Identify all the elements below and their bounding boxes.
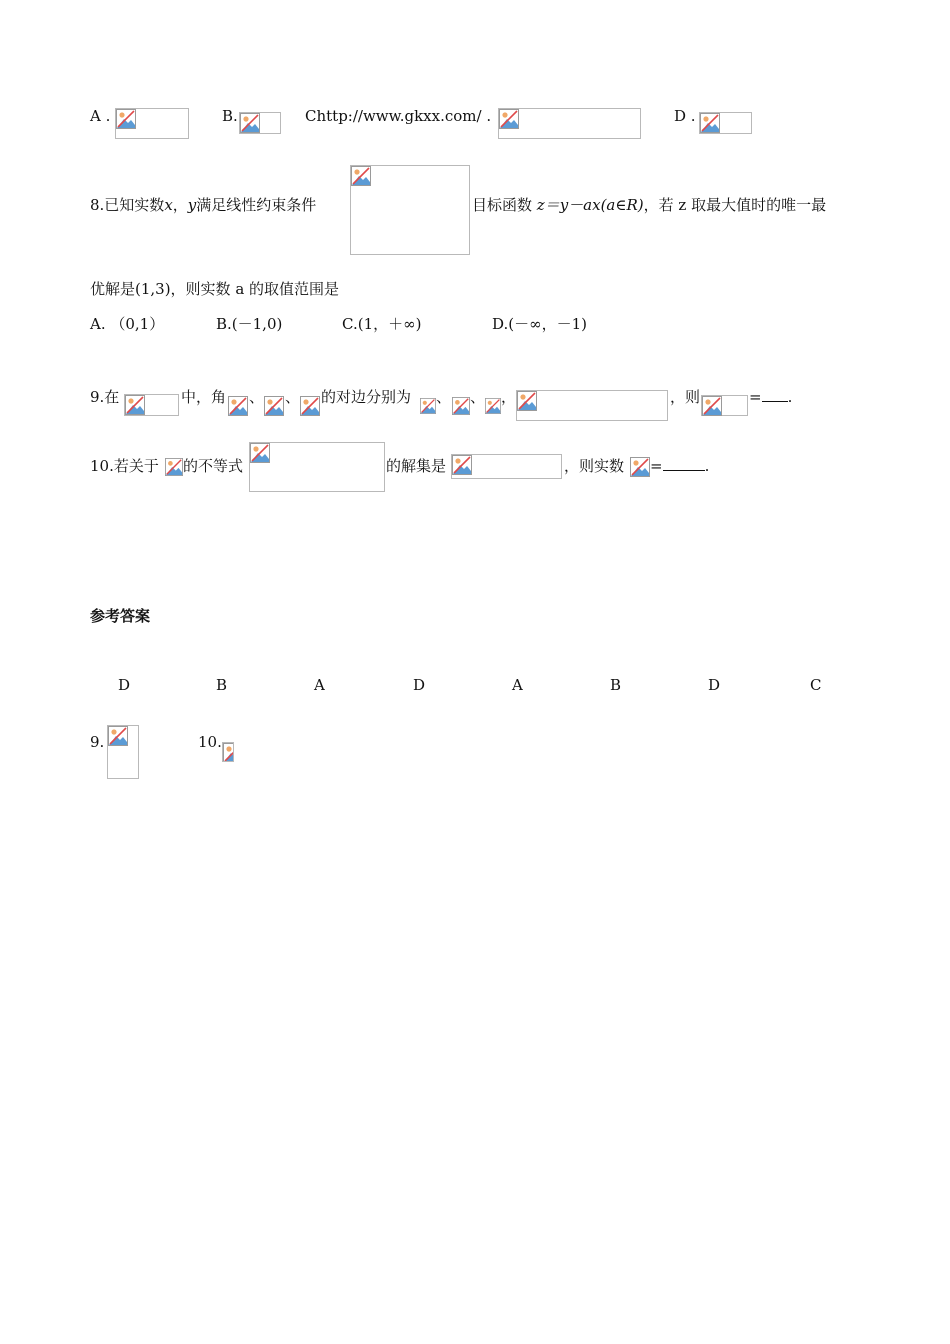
q9-condition-image	[516, 390, 668, 421]
q9-text3: ，则	[670, 388, 701, 406]
option-c-label: Chttp://www.gkxx.com/ .	[305, 107, 492, 125]
answer-10-label: 10.	[198, 733, 222, 751]
q9-angle-a-icon	[228, 396, 248, 416]
answer-letter: A	[314, 676, 325, 694]
q9-triangle-image	[124, 394, 179, 416]
q9-prefix: 9.在	[90, 388, 120, 406]
q9-side-b-icon	[452, 397, 470, 415]
answer-letter: D	[413, 676, 426, 694]
broken-image-icon	[499, 109, 519, 129]
answer-letter: C	[810, 676, 822, 694]
option-b-label: B.	[222, 107, 238, 125]
q8-option-c: C.(1，＋∞)	[342, 315, 422, 333]
option-a-image	[115, 108, 189, 139]
answer-9-image	[107, 725, 139, 779]
q9-answer-image	[701, 395, 748, 416]
broken-image-icon	[223, 743, 234, 762]
answers-heading: 参考答案	[90, 607, 151, 625]
broken-image-icon	[702, 396, 722, 416]
q9-blank: = .	[749, 388, 793, 406]
broken-image-icon	[250, 443, 270, 463]
q10-text2: 的解集是	[386, 457, 447, 475]
answer-letter: B	[216, 676, 228, 694]
q9-side-c-icon	[485, 398, 501, 414]
broken-image-icon	[452, 455, 472, 475]
answer-letter: A	[512, 676, 523, 694]
q8-suffix: 目标函数 z＝y－ax(a∈R)，若 z 取最大值时的唯一最	[472, 196, 827, 214]
q9-sep4: 、	[470, 388, 486, 406]
q8-prefix: 8.已知实数x，y满足线性约束条件	[90, 196, 317, 214]
option-d-label: D .	[674, 107, 696, 125]
option-b-image	[239, 112, 281, 134]
q10-inequality-image	[249, 442, 385, 492]
broken-image-icon	[517, 391, 537, 411]
q9-comma: ，	[501, 388, 517, 406]
q9-text2: 的对边分别为	[321, 388, 412, 406]
q8-constraints-image	[350, 165, 470, 255]
answer-letter: D	[708, 676, 721, 694]
q9-sep2: 、	[285, 388, 301, 406]
q10-blank: = .	[650, 457, 710, 475]
q10-solution-image	[451, 454, 562, 479]
q9-angle-b-icon	[264, 396, 284, 416]
option-c-image	[498, 108, 641, 139]
q10-text3: ，则实数	[564, 457, 625, 475]
broken-image-icon	[108, 726, 128, 746]
q8-option-d: D.(－∞，－1)	[492, 315, 588, 333]
broken-image-icon	[700, 113, 720, 133]
q8-line2: 优解是(1,3)，则实数 a 的取值范围是	[90, 280, 340, 298]
q9-text1: 中，角	[181, 388, 227, 406]
answer-9-label: 9.	[90, 733, 105, 751]
q10-prefix: 10.若关于	[90, 457, 159, 475]
q9-side-a-icon	[420, 398, 436, 414]
q8-option-b: B.(－1,0)	[216, 315, 283, 333]
q10-variable-icon	[165, 458, 183, 476]
q9-sep1: 、	[249, 388, 265, 406]
option-a-label: A .	[90, 107, 111, 125]
broken-image-icon	[240, 113, 260, 133]
answer-letter: B	[610, 676, 622, 694]
q9-sep3: 、	[436, 388, 452, 406]
q10-answer-icon	[630, 457, 650, 477]
answer-10-image	[222, 742, 234, 762]
broken-image-icon	[125, 395, 145, 415]
q9-angle-c-icon	[300, 396, 320, 416]
broken-image-icon	[351, 166, 371, 186]
broken-image-icon	[116, 109, 136, 129]
q10-text1: 的不等式	[183, 457, 244, 475]
answer-letter: D	[118, 676, 131, 694]
q8-option-a: A. （0,1）	[90, 315, 165, 333]
option-d-image	[699, 112, 752, 134]
